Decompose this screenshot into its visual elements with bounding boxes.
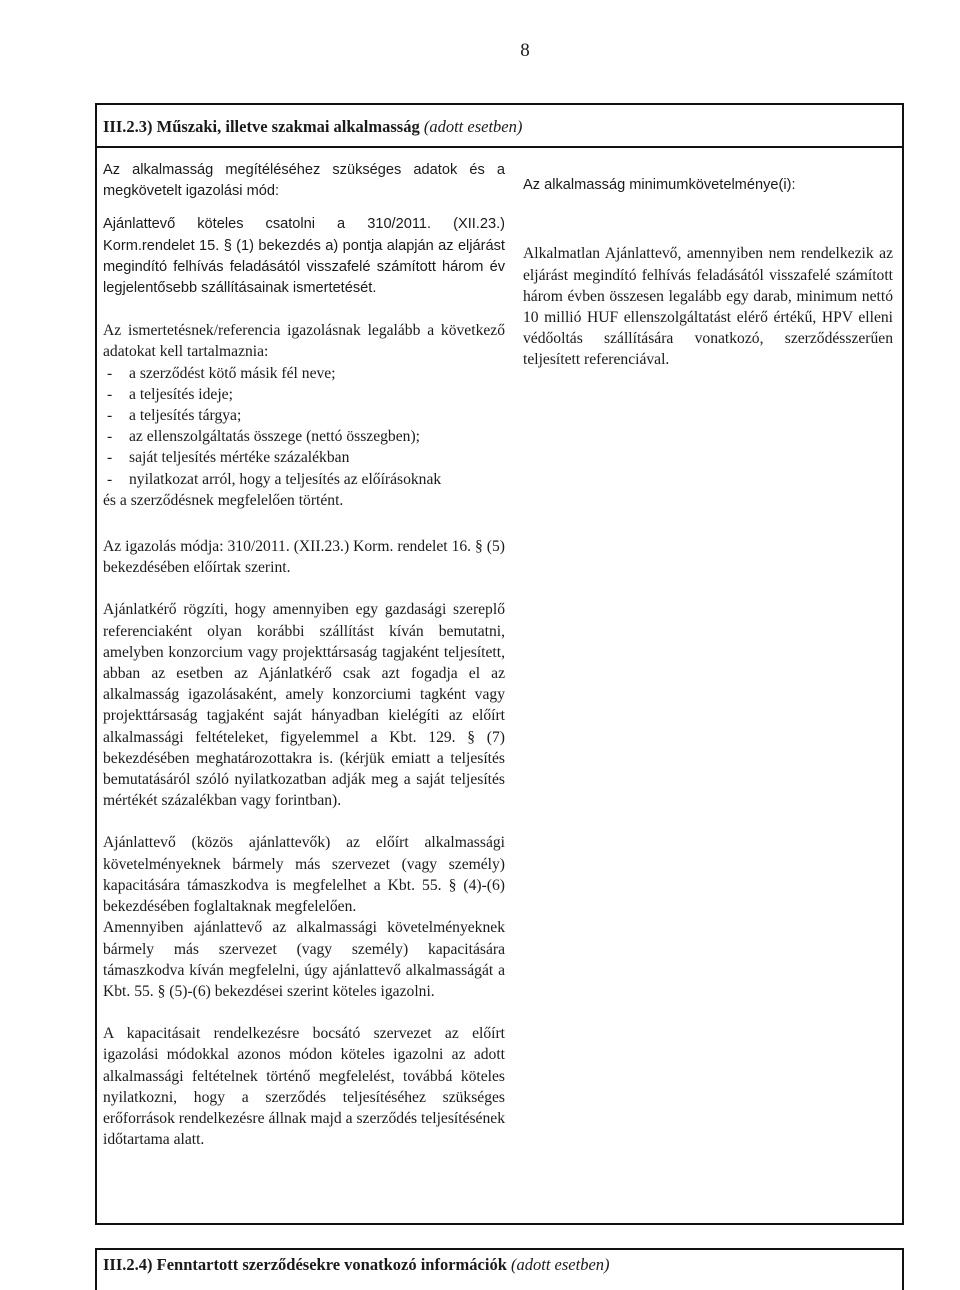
list-item: - nyilatkozat arról, hogy a teljesítés az előírásoknak <box>103 469 505 490</box>
left-intro: Az alkalmasság megítéléséhez szükséges adatok és a megkövetelt igazolási mód: <box>103 162 505 200</box>
list-item: - az ellenszolgáltatás összege (nettó összegben); <box>103 426 505 447</box>
left-column <box>103 160 505 1150</box>
left-paragraph-3: Az igazolás módja: 310/2011. (XII.23.) Korm. rendelet 16. § (5) bekezdésében előírtak szerint. <box>103 538 505 577</box>
list-item: - a szerződést kötő másik fél neve; <box>103 363 505 384</box>
footer-section-heading <box>103 1255 610 1275</box>
section-heading-note: (adott esetben) <box>423 117 523 136</box>
left-paragraph-1: Ajánlattevő köteles csatolni a 310/2011. (XII.23.) Korm.rendelet 15. § (1) bekezdés a) pontja alapján az eljárást megindító felhívás feladásától visszafelé számított három év legjelentősebb szállításainak ismertetését. <box>103 216 505 297</box>
list-tail: és a szerződésnek megfelelően történt. <box>103 491 344 509</box>
left-paragraph-6: Amennyiben ajánlattevő az alkalmassági követelményeknek bármely más szervezet (vagy személy) kapacitására támaszkodva kíván megfelelni, úgy ajánlattevő alkalmasságát a Kbt. 55. § (5)-(6) bekezdései szerint köteles igazolni. <box>103 919 505 1000</box>
requirements-list <box>103 363 505 490</box>
list-item: - a teljesítés ideje; <box>103 384 505 405</box>
section-heading <box>103 117 522 137</box>
footer-heading-note: (adott esetben) <box>511 1255 610 1274</box>
right-paragraph-1: Alkalmatlan Ajánlattevő, amennyiben nem rendelkezik az eljárást megindító felhívás feladásától visszafelé számított három évben összesen legalább egy darab, minimum nettó 10 millió HUF ellenszolgáltatást elérő értékű, HPV elleni védőoltás szállítására vonatkozó, szerződésszerűen teljesített referenciával. <box>523 245 893 369</box>
footer-heading-title: III.2.4) Fenntartott szerződésekre vonatkozó információk <box>103 1255 507 1274</box>
right-column <box>523 160 893 371</box>
left-paragraph-7: A kapacitásait rendelkezésre bocsátó szervezet az előírt igazolási módokkal azonos módon köteles igazolni az adott alkalmassági feltételnek történő megfelelést, továbbá köteles nyilatkozni, hogy a szerződés teljesítéséhez szükséges erőforrások rendelkezésre állnak majd a szerződés teljesítésének időtartama alatt. <box>103 1025 505 1149</box>
left-paragraph-5: Ajánlattevő (közös ajánlattevők) az előírt alkalmassági követelményeknek bármely más szervezet (vagy személy) kapacitására támaszkodva is megfelelhet a Kbt. 55. § (4)-(6) bekezdésében foglaltaknak megfelelően. <box>103 834 505 916</box>
page-number: 8 <box>520 40 530 61</box>
list-item: - a teljesítés tárgya; <box>103 405 505 426</box>
heading-divider <box>95 146 904 148</box>
list-item: - saját teljesítés mértéke százalékban <box>103 447 505 468</box>
right-heading: Az alkalmasság minimumkövetelménye(i): <box>523 176 796 193</box>
left-paragraph-2: Az ismertetésnek/referencia igazolásnak legalább a következő adatokat kell tartalmaznia: <box>103 322 505 361</box>
left-paragraph-4: Ajánlatkérő rögzíti, hogy amennyiben egy gazdasági szereplő referenciaként olyan korábbi szállítást kíván bemutatni, amelyben konzorcium vagy projekttársaság tagjaként teljesített, abban az esetben az Ajánlatkérő csak azt fogadja el az alkalmasság igazolásaként, amely konzorciumi tagként vagy projekttársaság tagjaként saját hányadban kielégíti az előírt alkalmassági feltételeket, figyelemmel a Kbt. 129. § (7) bekezdésében meghatározottakra is. (kérjük emiatt a teljesítés bemutatásáról szóló nyilatkozatban adják meg a saját teljesítés mértékét százalékban vagy forintban). <box>103 601 505 810</box>
section-heading-title: III.2.3) Műszaki, illetve szakmai alkalmasság <box>103 117 420 136</box>
